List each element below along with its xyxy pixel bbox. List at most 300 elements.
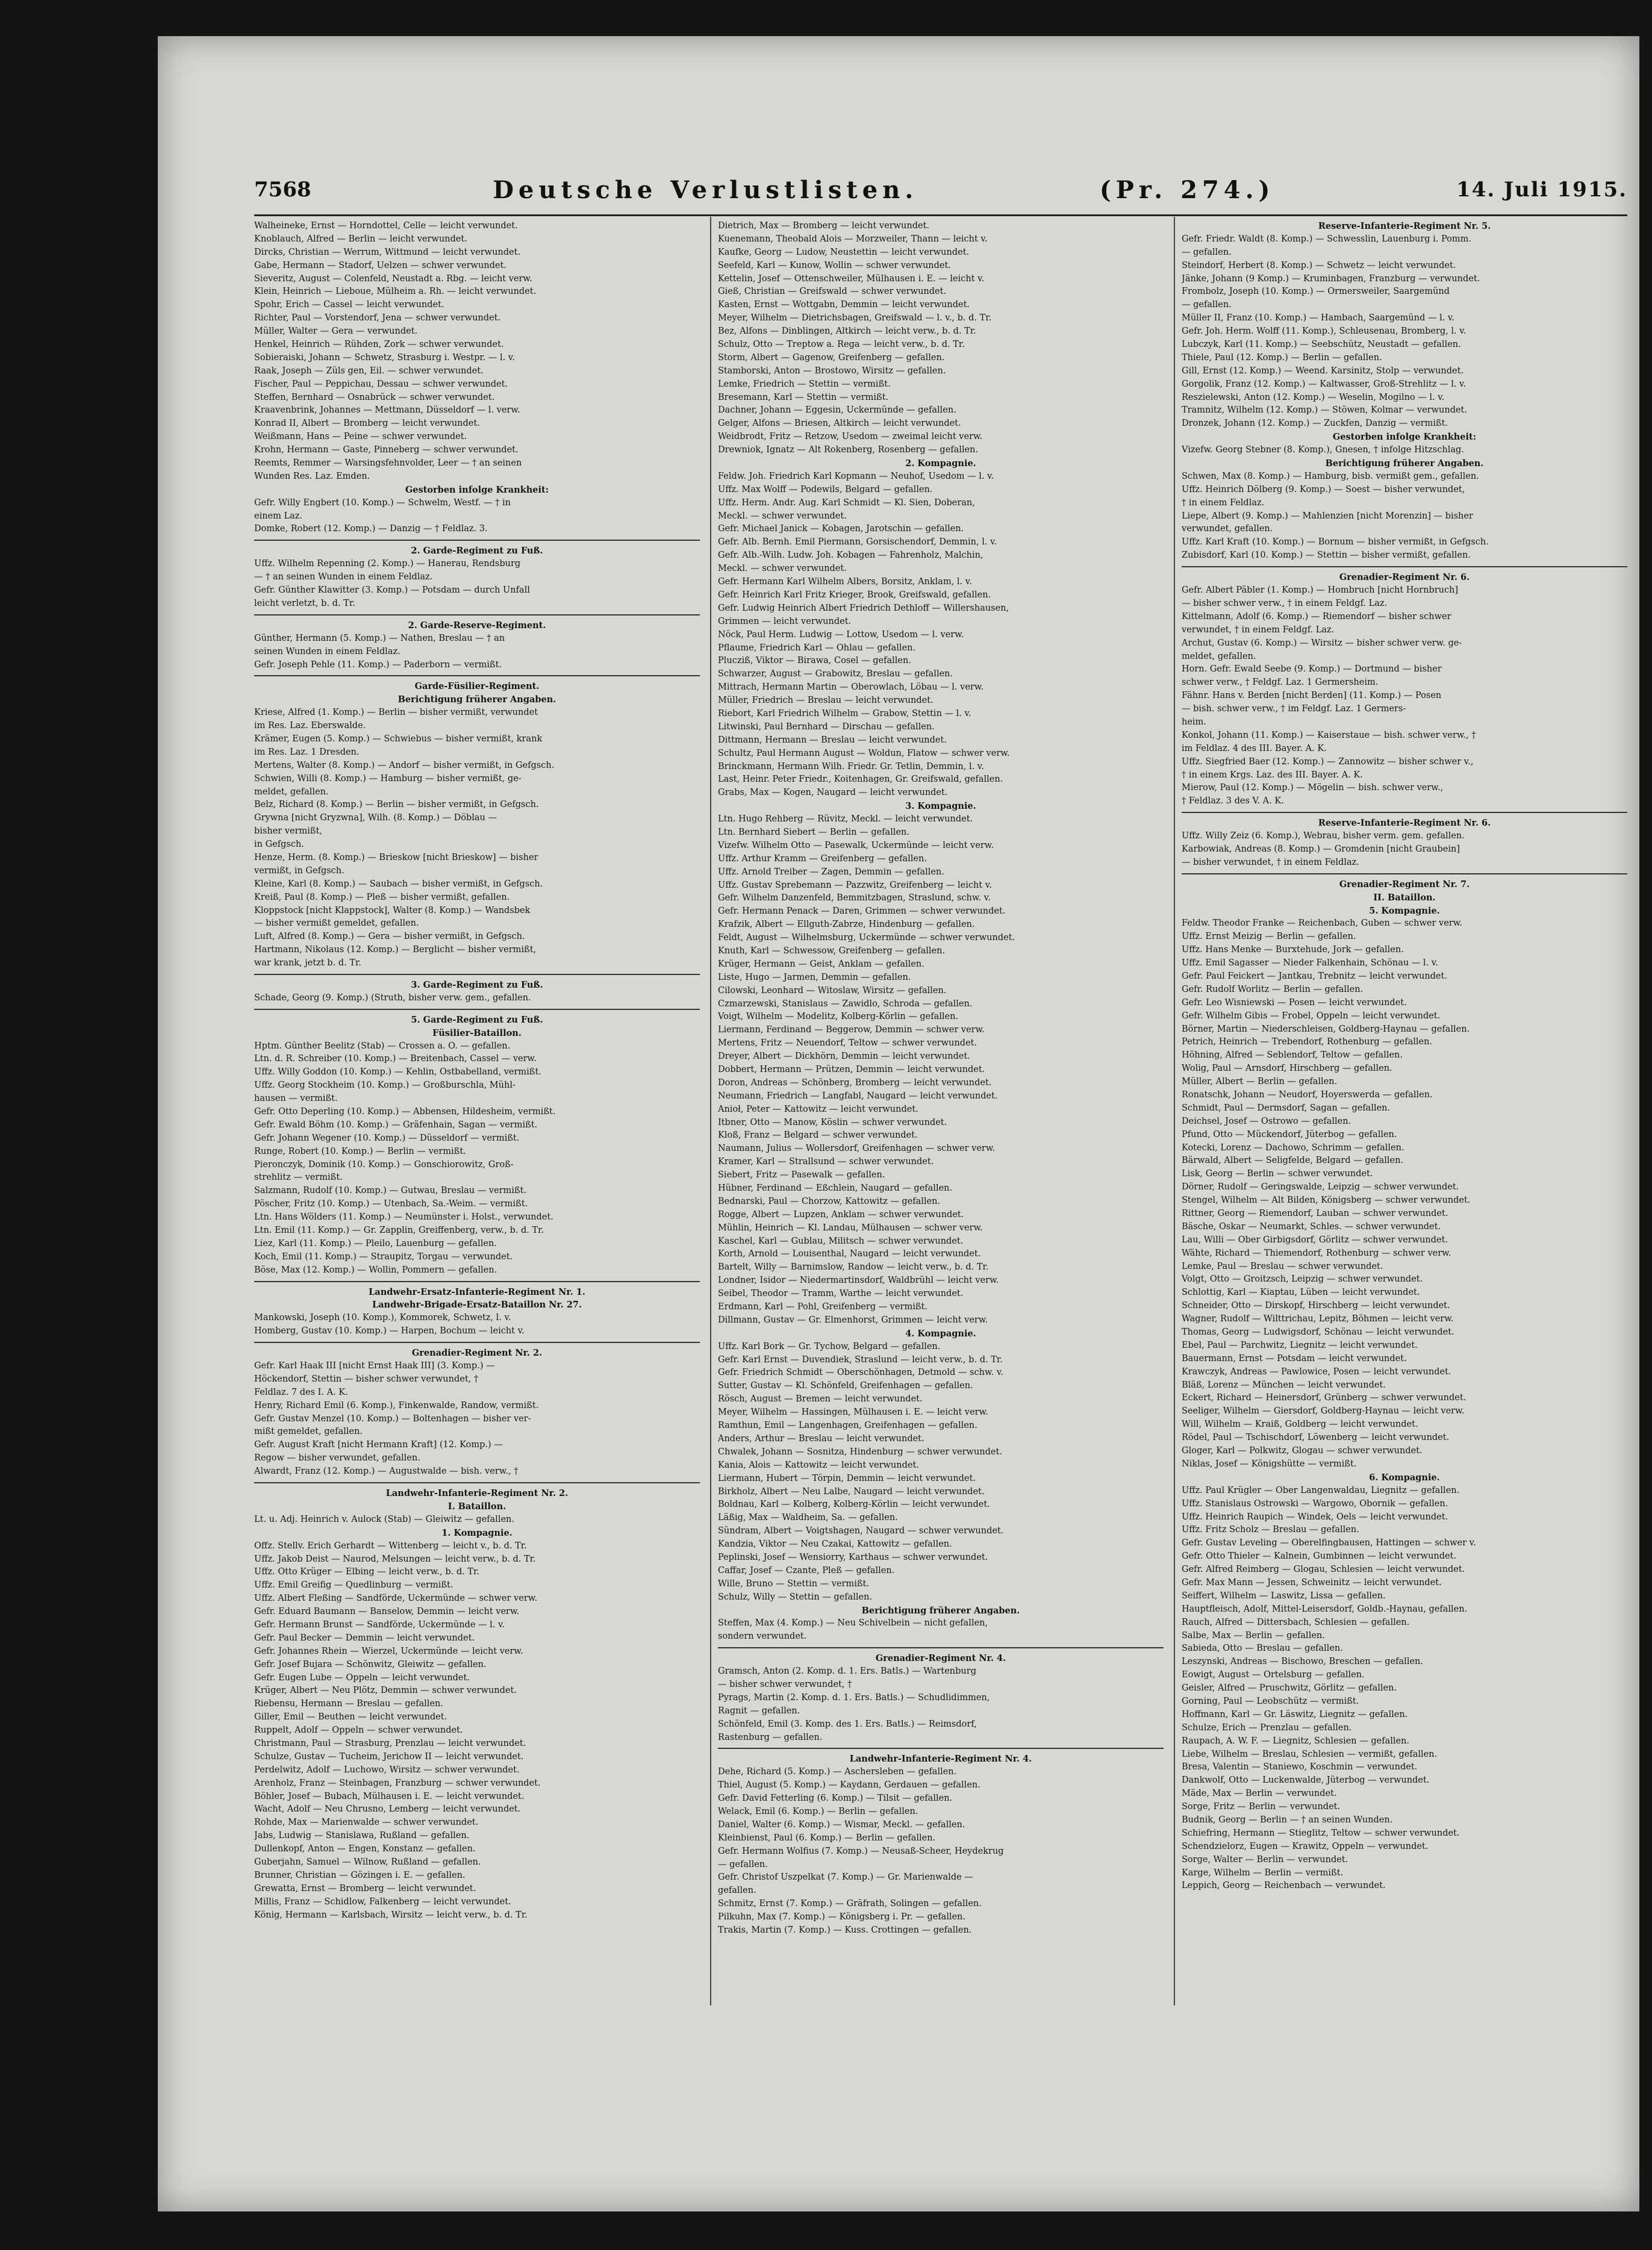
casualty-entry: Doron, Andreas — Schönberg, Bromberg — leicht verwundet. [718,1077,992,1088]
casualty-entry: Riebort, Karl Friedrich Wilhelm — Grabow, Stettin — l. v. [718,708,971,718]
casualty-entry: Mäde, Max — Berlin — verwundet. [1182,1789,1337,1799]
casualty-entry: Reszielewski, Anton (12. Komp.) — Weselin, Mogilno — l. v. [1182,392,1445,402]
casualty-entry: heim. [1182,717,1206,727]
casualty-entry: Schendzielorz, Eugen — Krawitz, Oppeln — verwundet. [1182,1841,1429,1851]
casualty-entry: Gefr. Friedrich Schmidt — Oberschönhagen, Detmold — schw. v. [718,1368,1003,1378]
casualty-entry: — bisher schwer verwundet, † [718,1679,852,1689]
casualty-entry: — gefallen. [718,1859,768,1869]
casualty-entry: Feldlaz. 7 des I. A. K. [254,1387,348,1397]
casualty-entry: Gefr. David Fetterling (6. Komp.) — Tilsit — gefallen. [718,1793,953,1804]
casualty-entry: Londner, Isidor — Niedermartinsdorf, Waldbrühl — leicht verw. [718,1276,999,1286]
casualty-entry: Storm, Albert — Gagenow, Greifenberg — gefallen. [718,352,945,363]
casualty-entry: Rauch, Alfred — Dittersbach, Schlesien — gefallen. [1182,1617,1410,1627]
casualty-entry: Gefr. Alb. Bernh. Emil Piermann, Gorsischendorf, Demmin, l. v. [718,537,997,547]
casualty-entry: Uffz. Max Wolff — Podewils, Belgard — gefallen. [718,484,933,494]
section-separator [1182,566,1627,571]
casualty-entry: im Res. Laz. 1 Dresden. [254,747,360,757]
casualty-entry: Sorge, Fritz — Berlin — verwundet. [1182,1802,1341,1812]
casualty-entry: Erdmann, Karl — Pohl, Greifenberg — vermißt. [718,1302,927,1312]
section-heading: 6. Kompagnie. [1369,1472,1440,1483]
casualty-entry: Guberjahn, Samuel — Wilnow, Rußland — gefallen. [254,1857,481,1867]
text-column-right [1182,220,1627,1893]
casualty-entry: Seibel, Theodor — Tramm, Warthe — leicht verwundet. [718,1289,964,1299]
casualty-entry: Boldnau, Karl — Kolberg, Kolberg-Körlin — leicht verwundet. [718,1500,990,1510]
casualty-entry: Pöscher, Fritz (10. Komp.) — Utenbach, Sa.-Weim. — vermißt. [254,1199,528,1209]
casualty-entry: Ruppelt, Adolf — Oppeln — schwer verwundet. [254,1725,463,1736]
casualty-entry: verwundet, † in einem Feldgf. Laz. [1182,625,1335,635]
casualty-entry: Kraavenbrink, Johannes — Mettmann, Düsseldorf — l. verw. [254,405,520,416]
section-heading: II. Bataillon. [1373,892,1436,903]
casualty-entry: Kleinbienst, Paul (6. Komp.) — Berlin — gefallen. [718,1833,936,1843]
casualty-entry: Riebensu, Hermann — Breslau — gefallen. [254,1699,443,1709]
casualty-entry: Gefr. Otto Thieler — Kalnein, Gumbinnen — leicht verwundet. [1182,1551,1457,1562]
casualty-entry: Uffz. Arthur Kramm — Greifenberg — gefallen. [718,853,927,864]
casualty-entry: Hartmann, Nikolaus (12. Komp.) — Berglicht — bisher vermißt, [254,945,537,955]
section-separator [254,675,700,680]
casualty-entry: Regow — bisher verwundet, gefallen. [254,1453,420,1463]
casualty-entry: Liebe, Wilhelm — Breslau, Schlesien — vermißt, gefallen. [1182,1749,1438,1759]
section-heading: Garde-Füsilier-Regiment. [414,681,540,692]
casualty-entry: Mankowski, Joseph (10. Komp.), Kommorek, Schwetz, l. v. [254,1313,511,1323]
casualty-entry: Eowigt, August — Ortelsburg — gefallen. [1182,1670,1365,1680]
casualty-entry: Kloppstock [nicht Klappstock], Walter (8. Komp.) — Wandsbek [254,905,531,915]
casualty-entry: Bednarski, Paul — Chorzow, Kattowitz — gefallen. [718,1196,941,1206]
casualty-entry: Gefr. Leo Wisniewski — Posen — leicht verwundet. [1182,997,1407,1008]
casualty-entry: Liepe, Albert (9. Komp.) — Mahlenzien [nicht Morenzin] — bisher [1182,511,1473,521]
casualty-entry: meldet, gefallen. [254,787,329,797]
casualty-entry: Neumann, Friedrich — Langfabl, Naugard — leicht verwundet. [718,1091,998,1101]
casualty-entry: Pflaume, Friedrich Karl — Ohlau — gefallen. [718,643,916,653]
casualty-entry: Karbowiak, Andreas (8. Komp.) — Gromdenin [nicht Graubein] [1182,844,1460,854]
casualty-entry: Pyrags, Martin (2. Komp. d. 1. Ers. Batls.) — Schudlidimmen, [718,1692,990,1703]
casualty-entry: Bläß, Lorenz — München — leicht verwundet. [1182,1380,1386,1390]
casualty-entry: Mertens, Fritz — Neuendorf, Teltow — schwer verwundet. [718,1038,977,1049]
casualty-entry: Konkol, Johann (11. Komp.) — Kaiserstaue — bish. schwer verw., † [1182,730,1476,740]
casualty-entry: Birkholz, Albert — Neu Lalbe, Naugard — leicht verwundet. [718,1486,985,1497]
casualty-entry: Naumann, Julius — Wollersdorf, Greifenhagen — schwer verw. [718,1144,996,1154]
casualty-entry: Uffz. Otto Krüger — Elbing — leicht verw., b. d. Tr. [254,1567,479,1577]
casualty-entry: Gefr. Johannes Rhein — Wierzel, Uckermünde — leicht verw. [254,1646,523,1656]
casualty-entry: Müller, Friedrich — Breslau — leicht verwundet. [718,696,934,706]
section-separator [254,1342,700,1347]
casualty-entry: Brinckmann, Hermann Wilh. Friedr. Gr. Tetlin, Demmin, l. v. [718,761,984,771]
casualty-entry: Runge, Robert (10. Komp.) — Berlin — vermißt. [254,1146,466,1156]
casualty-entry: strehlitz — vermißt. [254,1173,343,1183]
casualty-entry: Bauermann, Ernst — Potsdam — leicht verwundet. [1182,1353,1407,1363]
casualty-entry: Lemke, Paul — Breslau — schwer verwundet. [1182,1261,1383,1271]
casualty-entry: Krüger, Albert — Neu Plötz, Demmin — schwer verwundet. [254,1686,517,1696]
casualty-entry: Uffz. Siegfried Baer (12. Komp.) — Zannowitz — bisher schwer v., [1182,756,1474,767]
casualty-entry: Gefr. Michael Janick — Kobagen, Jarotschin — gefallen. [718,524,964,534]
casualty-entry: Gefr. Günther Klawitter (3. Komp.) — Potsdam — durch Unfall [254,585,530,596]
casualty-entry: Alwardt, Franz (12. Komp.) — Augustwalde — bish. verw., † [254,1466,519,1477]
casualty-entry: Leppich, Georg — Reichenbach — verwundet. [1182,1881,1386,1891]
casualty-entry: Kreiß, Paul (8. Komp.) — Pleß — bisher vermißt, gefallen. [254,892,510,902]
casualty-entry: Gefr. Paul Feickert — Jantkau, Trebnitz — leicht verwundet. [1182,971,1447,981]
casualty-entry: Kuenemann, Theobald Alois — Morzweiler, Thann — leicht v. [718,234,988,244]
casualty-entry: war krank, jetzt b. d. Tr. [254,958,361,968]
casualty-entry: Böse, Max (12. Komp.) — Wollin, Pommern — gefallen. [254,1265,497,1275]
section-heading: I. Bataillon. [447,1501,507,1512]
casualty-entry: Giller, Emil — Beuthen — leicht verwundet. [254,1712,447,1722]
casualty-entry: Gelger, Alfons — Briesen, Altkirch — leicht verwundet. [718,419,961,429]
casualty-entry: Kriese, Alfred (1. Komp.) — Berlin — bisher vermißt, verwundet [254,708,538,718]
casualty-entry: Uffz. Emil Greifig — Quedlinburg — vermißt. [254,1580,454,1591]
text-column-left [254,220,700,1922]
casualty-entry: Krawczyk, Andreas — Pawlowice, Posen — leicht verwundet. [1182,1367,1451,1377]
column-divider [1174,217,1175,2005]
casualty-entry: Ltn. Hans Wölders (11. Komp.) — Neumünster i. Holst., verwundet. [254,1212,553,1223]
section-heading: Reserve-Infanterie-Regiment Nr. 6. [1318,818,1491,829]
casualty-entry: Böhler, Josef — Bubach, Mülhausen i. E. — leicht verwundet. [254,1791,525,1801]
casualty-entry: Kaufke, Georg — Ludow, Neustettin — leicht verwundet. [718,247,970,257]
casualty-entry: Stamborski, Anton — Brostowo, Wirsitz — gefallen. [718,366,946,376]
casualty-entry: Hoffmann, Karl — Gr. Läswitz, Liegnitz — gefallen. [1182,1709,1408,1719]
section-heading: Landwehr-Infanterie-Regiment Nr. 2. [385,1488,569,1499]
casualty-entry: Luft, Alfred (8. Komp.) — Gera — bisher vermißt, in Gefgsch. [254,932,525,942]
casualty-entry: Schlottig, Karl — Kiaptau, Lüben — leicht verwundet. [1182,1288,1420,1298]
section-heading: 3. Kompagnie. [905,801,976,812]
casualty-entry: Gefr. Karl Ernst — Duvendiek, Straslund — leicht verw., b. d. Tr. [718,1354,1003,1365]
casualty-entry: Rohde, Max — Marienwalde — schwer verwundet. [254,1818,479,1828]
casualty-entry: Uffz. Karl Kraft (10. Komp.) — Bornum — bisher vermißt, in Gefgsch. [1182,537,1489,547]
casualty-entry: Uffz. Albert Fleßing — Sandförde, Uckermünde — schwer verw. [254,1594,538,1604]
casualty-entry: Ragnit — gefallen. [718,1706,800,1716]
casualty-entry: Krafzik, Albert — Ellguth-Zabrze, Hindenburg — gefallen. [718,920,975,930]
casualty-entry: Gorgolik, Franz (12. Komp.) — Kaltwasser, Groß-Strehlitz — l. v. [1182,379,1467,389]
casualty-entry: Gill, Ernst (12. Komp.) — Weend. Karsinitz, Stolp — verwundet. [1182,366,1464,376]
section-heading: Berichtigung früherer Angaben. [861,1605,1020,1616]
casualty-entry: Schönfeld, Emil (3. Komp. des 1. Ers. Batls.) — Reimsdorf, [718,1719,977,1729]
casualty-entry: hausen — vermißt. [254,1094,338,1104]
casualty-entry: Läßig, Max — Waldheim, Sa. — gefallen. [718,1513,898,1523]
casualty-entry: Volgt, Otto — Groitzsch, Leipzig — schwer verwundet. [1182,1274,1423,1285]
casualty-entry: Caffar, Josef — Czante, Pleß — gefallen. [718,1565,895,1575]
casualty-entry: Anioł, Peter — Kattowitz — leicht verwundet. [718,1104,918,1114]
casualty-entry: Uffz. Stanislaus Ostrowski — Wargowo, Obornik — gefallen. [1182,1498,1448,1509]
casualty-entry: Belz, Richard (8. Komp.) — Berlin — bisher vermißt, in Gefgsch. [254,800,539,810]
casualty-entry: Liez, Karl (11. Komp.) — Pleilo, Lauenburg — gefallen. [254,1238,497,1248]
casualty-entry: Gefr. August Kraft [nicht Hermann Kraft] (12. Komp.) — [254,1440,503,1450]
casualty-entry: bisher vermißt, [254,826,323,837]
casualty-entry: Schwien, Willi (8. Komp.) — Hamburg — bisher vermißt, ge- [254,773,522,784]
casualty-entry: — † an seinen Wunden in einem Feldlaz. [254,572,433,582]
casualty-entry: im Res. Laz. Eberswalde. [254,721,366,731]
casualty-entry: Meyer, Wilhelm — Hassingen, Mülhausen i. E. — leicht verw. [718,1407,988,1418]
casualty-entry: Wacht, Adolf — Neu Chrusno, Lemberg — leicht verwundet. [254,1804,521,1815]
section-heading: 5. Kompagnie. [1369,905,1440,916]
casualty-entry: Plucziß, Viktor — Birawa, Cosel — gefallen. [718,656,911,666]
casualty-entry: Gefr. Eugen Lube — Oppeln — leicht verwundet. [254,1672,470,1683]
casualty-entry: Henze, Herm. (8. Komp.) — Brieskow [nicht Brieskow] — bisher [254,852,538,862]
section-separator [718,1748,1164,1753]
casualty-entry: Kleine, Karl (8. Komp.) — Saubach — bisher vermißt, in Gefgsch. [254,879,543,889]
casualty-entry: Last, Heinr. Peter Friedr., Koitenhagen, Gr. Greifswald, gefallen. [718,774,1003,785]
casualty-entry: — bisher schwer verw., † in einem Feldgf. Laz. [1182,598,1388,608]
section-heading: Gestorben infolge Krankheit: [1332,432,1477,443]
casualty-entry: Peplinski, Josef — Wensiorry, Karthaus — schwer verwundet. [718,1552,988,1562]
section-separator [254,1281,700,1286]
casualty-entry: Kramer, Karl — Strallsund — schwer verwundet. [718,1157,934,1167]
casualty-entry: Raak, Joseph — Züls gen, Eil. — schwer verwundet. [254,366,484,376]
text-column-middle [718,220,1164,1937]
casualty-entry: Gefr. Ewald Böhm (10. Komp.) — Gräfenhain, Sagan — vermißt. [254,1120,538,1130]
casualty-entry: Arenholz, Franz — Steinbagen, Franzburg — schwer verwundet. [254,1778,541,1788]
section-heading: 2. Garde-Regiment zu Fuß. [411,546,543,556]
casualty-entry: Gefr. Alb.-Wilh. Ludw. Joh. Kobagen — Fahrenholz, Malchin, [718,550,983,561]
casualty-entry: Offz. Stellv. Erich Gerhardt — Wittenberg — leicht v., b. d. Tr. [254,1541,527,1551]
casualty-entry: Gefr. Johann Wegener (10. Komp.) — Düsseldorf — vermißt. [254,1133,520,1143]
section-heading: Grenadier-Regiment Nr. 2. [411,1348,543,1359]
section-separator [254,614,700,619]
casualty-entry: Jabs, Ludwig — Stanislawa, Rußland — gefallen. [254,1831,470,1841]
casualty-entry: Grewatta, Ernst — Bromberg — leicht verwundet. [254,1883,476,1893]
casualty-entry: Weidbrodt, Fritz — Retzow, Usedom — zweimal leicht verw. [718,432,983,442]
casualty-entry: Müller, Walter — Gera — verwundet. [254,326,418,337]
casualty-entry: Schultz, Paul Hermann August — Woldun, Flatow — schwer verw. [718,748,1010,758]
section-separator [254,540,700,544]
casualty-entry: Hübner, Ferdinand — Eßchlein, Naugard — gefallen. [718,1183,953,1194]
casualty-entry: Uffz. Hans Menke — Burxtehude, Jork — gefallen. [1182,945,1404,955]
casualty-entry: Schulz, Otto — Treptow a. Rega — leicht verw., b. d. Tr. [718,340,965,350]
casualty-entry: Itbner, Otto — Manow, Köslin — schwer verwundet. [718,1117,947,1127]
casualty-entry: Schulze, Erich — Prenzlau — gefallen. [1182,1722,1352,1733]
casualty-entry: Cilowski, Leonhard — Witoslaw, Wirsitz — gefallen. [718,985,947,996]
casualty-entry: Steffen, Max (4. Komp.) — Neu Schivelbein — nicht gefallen, [718,1618,988,1628]
casualty-entry: Weißmann, Hans — Peine — schwer verwundet. [254,432,467,442]
casualty-entry: Gefr. Karl Haak III [nicht Ernst Haak III] (3. Komp.) — [254,1361,495,1371]
casualty-entry: Wunden Res. Laz. Emden. [254,471,370,481]
casualty-entry: Fischer, Paul — Peppichau, Dessau — schwer verwundet. [254,379,508,389]
casualty-entry: Nöck, Paul Herm. Ludwig — Lottow, Usedom — l. verw. [718,629,964,640]
casualty-entry: Will, Wilhelm — Kraiß, Goldberg — leicht verwundet. [1182,1419,1418,1430]
section-heading: Reserve-Infanterie-Regiment Nr. 5. [1318,221,1491,231]
casualty-entry: seinen Wunden in einem Feldlaz. [254,646,401,656]
casualty-entry: Dobbert, Hermann — Prützen, Demmin — leicht verwundet. [718,1065,985,1074]
section-heading: Berichtigung früherer Angaben. [1325,458,1484,469]
casualty-entry: Salzmann, Rudolf (10. Komp.) — Gutwau, Breslau — vermißt. [254,1186,527,1196]
casualty-entry: Meyer, Wilhelm — Dietrichsbagen, Greifswald — l. v., b. d. Tr. [718,313,992,323]
casualty-entry: Gieß, Christian — Greifswald — schwer verwundet. [718,287,947,297]
casualty-entry: Müller II, Franz (10. Komp.) — Hambach, Saargemünd — l. v. [1182,313,1455,323]
casualty-entry: Meckl. — schwer verwundet. [718,511,847,521]
casualty-entry: Gabe, Hermann — Stadorf, Uelzen — schwer verwundet. [254,260,507,270]
casualty-entry: Leszynski, Andreas — Bischowo, Breschen — gefallen. [1182,1657,1423,1667]
casualty-entry: Gefr. Wilhelm Danzenfeld, Bemmitzbagen, Straslund, schw. v. [718,893,991,903]
casualty-entry: Pilkuhn, Max (7. Komp.) — Königsberg i. Pr. — gefallen. [718,1912,966,1922]
casualty-entry: Grabs, Max — Kogen, Naugard — leicht verwundet. [718,788,948,798]
casualty-entry: Krüger, Hermann — Geist, Anklam — gefallen. [718,959,924,969]
casualty-entry: Hauptfleisch, Adolf, Mittel-Leisersdorf, Goldb.-Haynau, gefallen. [1182,1604,1468,1614]
casualty-entry: Müller, Albert — Berlin — gefallen. [1182,1077,1338,1087]
casualty-entry: Thiele, Paul (12. Komp.) — Berlin — gefallen. [1182,352,1382,363]
casualty-entry: Mierow, Paul (12. Komp.) — Mögelin — bish. schwer verw., [1182,783,1444,793]
casualty-entry: Gefr. Heinrich Karl Fritz Krieger, Brook, Greifswald, gefallen. [718,590,991,600]
casualty-entry: Kloß, Franz — Belgard — schwer verwundet. [718,1130,918,1141]
casualty-entry: Höckendorf, Stettin — bisher schwer verwundet, † [254,1374,479,1384]
casualty-entry: Dankwolf, Otto — Luckenwalde, Jüterbog — verwundet. [1182,1775,1430,1786]
casualty-entry: Meckl. — schwer verwundet. [718,564,847,574]
casualty-entry: Bärwald, Albert — Seligfelde, Belgard — gefallen. [1182,1156,1404,1166]
casualty-entry: † in einem Krgs. Laz. des III. Bayer. A. K. [1182,770,1363,780]
casualty-entry: Deichsel, Josef — Ostrowo — gefallen. [1182,1116,1351,1126]
casualty-entry: Rösch, August — Bremen — leicht verwundet. [718,1394,923,1404]
casualty-entry: Grywna [nicht Gryzwna], Wilh. (8. Komp.) — Döblau — [254,813,497,823]
casualty-entry: Gefr. Rudolf Worlitz — Berlin — gefallen. [1182,984,1364,994]
casualty-entry: Rittner, Georg — Riemendorf, Lauban — schwer verwundet. [1182,1209,1448,1219]
casualty-entry: Uffz. Emil Sagasser — Nieder Falkenhain, Schönau — l. v. [1182,958,1438,968]
casualty-entry: Eckert, Richard — Heinersdorf, Grünberg — schwer verwundet. [1182,1393,1467,1403]
casualty-entry: Rastenburg — gefallen. [718,1732,823,1742]
casualty-entry: — bisher vermißt gemeldet, gefallen. [254,918,419,929]
casualty-entry: Knuth, Karl — Schwessow, Greifenberg — gefallen. [718,946,946,956]
casualty-entry: Ebel, Paul — Parchwitz, Liegnitz — leicht verwundet. [1182,1340,1418,1350]
casualty-entry: Koch, Emil (11. Komp.) — Straupitz, Torgau — verwundet. [254,1251,513,1262]
casualty-entry: Feldt, August — Wilhelmsburg, Uckermünde — schwer verwundet. [718,933,1015,943]
page-number: 7568 [254,178,311,202]
casualty-entry: Christmann, Paul — Strasburg, Prenzlau — leicht verwundet. [254,1738,526,1748]
casualty-entry: Schiefring, Hermann — Stieglitz, Teltow — schwer verwundet. [1182,1828,1460,1838]
casualty-entry: Schulze, Gustav — Tucheim, Jerichow II — leicht verwundet. [254,1751,524,1762]
casualty-entry: Uffz. Fritz Scholz — Breslau — gefallen. [1182,1525,1359,1535]
casualty-entry: Mertens, Walter (8. Komp.) — Andorf — bisher vermißt, in Gefgsch. [254,760,555,770]
casualty-entry: Welack, Emil (6. Komp.) — Berlin — gefallen. [718,1806,918,1816]
casualty-entry: Wähte, Richard — Thiemendorf, Rothenburg — schwer verw. [1182,1248,1451,1258]
casualty-entry: Gefr. Otto Deperling (10. Komp.) — Abbensen, Hildesheim, vermißt. [254,1107,556,1117]
casualty-entry: Dillmann, Gustav — Gr. Elmenhorst, Grimmen — leicht verw. [718,1315,988,1325]
casualty-entry: Gloger, Karl — Polkwitz, Glogau — schwer verwundet. [1182,1446,1423,1456]
casualty-entry: Gefr. Ludwig Heinrich Albert Friedrich Dethloff — Willershausen, [718,603,1009,613]
casualty-entry: Dircks, Christian — Werrum, Wittmund — leicht verwundet. [254,247,521,257]
casualty-entry: Uffz. Georg Stockheim (10. Komp.) — Großburschla, Mühl- [254,1080,516,1091]
casualty-entry: Kandzia, Viktor — Neu Czakai, Kattowitz — gefallen. [718,1539,952,1550]
casualty-entry: Uffz. Heinrich Dölberg (9. Komp.) — Soest — bisher verwundet, [1182,484,1465,494]
casualty-entry: Richter, Paul — Vorstendorf, Jena — schwer verwundet. [254,313,501,323]
casualty-entry: Dreyer, Albert — Dickhörn, Demmin — leicht verwundet. [718,1052,970,1062]
section-separator [254,1482,700,1487]
casualty-entry: Seeliger, Wilhelm — Giersdorf, Goldberg-Haynau — leicht verw. [1182,1406,1465,1416]
casualty-entry: Petrich, Heinrich — Trebendorf, Rothenburg — gefallen. [1182,1037,1433,1047]
casualty-entry: Bez, Alfons — Dinblingen, Altkirch — leicht verw., b. d. Tr. [718,326,976,337]
casualty-entry: Gefr. Gustav Menzel (10. Komp.) — Boltenhagen — bisher ver- [254,1413,531,1424]
casualty-entry: Dachner, Johann — Eggesin, Uckermünde — gefallen. [718,405,956,416]
casualty-entry: Gramsch, Anton (2. Komp. d. 1. Ers. Batls.) — Wartenburg [718,1666,976,1677]
casualty-entry: Knoblauch, Alfred — Berlin — leicht verwundet. [254,234,467,244]
casualty-entry: Gefr. Hermann Wolfius (7. Komp.) — Neusaß-Scheer, Heydekrug [718,1846,1004,1856]
casualty-entry: Kania, Alois — Kattowitz — leicht verwundet. [718,1460,919,1470]
newspaper-page [158,36,1639,2211]
casualty-entry: Liste, Hugo — Jarmen, Demmin — gefallen. [718,972,911,982]
casualty-entry: Schmidt, Paul — Dermsdorf, Sagan — gefallen. [1182,1103,1391,1113]
casualty-entry: Klein, Heinrich — Lieboue, Mülheim a. Rh. — leicht verwundet. [254,287,537,297]
casualty-entry: Günther, Hermann (5. Komp.) — Nathen, Breslau — † an [254,633,505,643]
casualty-entry: Frombolz, Joseph (10. Komp.) — Ormersweiler, Saargemünd [1182,287,1450,297]
casualty-entry: Uffz. Wilhelm Repenning (2. Komp.) — Hanerau, Rendsburg [254,559,521,569]
casualty-entry: Reemts, Remmer — Warsingsfehnvolder, Leer — † an seinen [254,458,522,469]
casualty-entry: Lubczyk, Karl (11. Komp.) — Seebschütz, Neustadt — gefallen. [1182,340,1461,350]
section-heading: 4. Kompagnie. [905,1328,976,1339]
casualty-entry: Uffz. Herm. Andr. Aug. Karl Schmidt — Kl. Sien, Doberan, [718,497,975,508]
casualty-entry: Homberg, Gustav (10. Komp.) — Harpen, Bochum — leicht v. [254,1326,525,1336]
casualty-entry: Dietrich, Max — Bromberg — leicht verwundet. [718,221,930,231]
casualty-entry: Uffz. Ernst Meizig — Berlin — gefallen. [1182,932,1356,942]
casualty-entry: † Feldlaz. 3 des V. A. K. [1182,796,1284,806]
casualty-entry: Uffz. Willy Zeiz (6. Komp.), Webrau, bisher verm. gem. gefallen. [1182,831,1465,841]
casualty-entry: Feldw. Joh. Friedrich Karl Kopmann — Neuhof, Usedom — l. v. [718,471,994,481]
casualty-entry: Stengel, Wilhelm — Alt Bilden, Königsberg — schwer verwundet. [1182,1195,1471,1206]
casualty-entry: — gefallen. [1182,300,1232,310]
casualty-entry: Niklas, Josef — Königshütte — vermißt. [1182,1459,1357,1469]
casualty-entry: Uffz. Karl Bork — Gr. Tychow, Belgard — gefallen. [718,1341,941,1351]
section-separator [254,1009,700,1014]
casualty-entry: im Feldlaz. 4 des III. Bayer. A. K. [1182,743,1327,753]
casualty-entry: Dehe, Richard (5. Komp.) — Aschersleben — gefallen. [718,1767,957,1777]
casualty-entry: Geisler, Alfred — Pruschwitz, Görlitz — gefallen. [1182,1683,1397,1694]
casualty-entry: Liermann, Ferdinand — Beggerow, Demmin — schwer verw. [718,1025,985,1035]
casualty-entry: Ramthun, Emil — Langenhagen, Greifenhagen — gefallen. [718,1421,977,1431]
casualty-entry: Karge, Wilhelm — Berlin — vermißt. [1182,1868,1344,1878]
casualty-entry: Uffz. Heinrich Raupich — Windek, Oels — leicht verwundet. [1182,1512,1448,1522]
casualty-entry: Millis, Franz — Schidlow, Falkenberg — leicht verwundet. [254,1896,511,1907]
casualty-entry: Gefr. Josef Bujara — Schönwitz, Gleiwitz — gefallen. [254,1659,487,1669]
casualty-entry: Liermann, Hubert — Törpin, Demmin — leicht verwundet. [718,1473,976,1483]
casualty-entry: Archut, Gustav (6. Komp.) — Wirsitz — bisher schwer verw. ge- [1182,638,1462,648]
publication-title: Deutsche Verlustlisten. [493,175,918,204]
casualty-entry: Fähnr. Hans v. Berden [nicht Berden] (11. Komp.) — Posen [1182,691,1442,701]
casualty-entry: Sobieraiski, Johann — Schwetz, Strasburg i. Westpr. — l. v. [254,352,515,363]
casualty-entry: Konrad II, Albert — Bromberg — leicht verwundet. [254,419,480,429]
section-heading: 2. Garde-Reserve-Regiment. [408,620,546,631]
casualty-entry: Krohn, Hermann — Gaste, Pinneberg — schwer verwundet. [254,445,519,455]
casualty-entry: meldet, gefallen. [1182,651,1256,661]
casualty-entry: Ltn. Hugo Rehberg — Rüvitz, Meckl. — leicht verwundet. [718,814,973,824]
casualty-entry: Wagner, Rudolf — Wilttrichau, Lepitz, Böhmen — leicht verw. [1182,1314,1454,1324]
casualty-entry: Vizefw. Wilhelm Otto — Pasewalk, Uckermünde — leicht verw. [718,840,994,850]
casualty-entry: Sorge, Walter — Berlin — verwundet. [1182,1854,1348,1865]
casualty-entry: Ronatschk, Johann — Neudorf, Hoyerswerda — gefallen. [1182,1090,1433,1100]
casualty-entry: Czmarzewski, Stanislaus — Zawidlo, Schroda — gefallen. [718,999,973,1009]
section-heading: Grenadier-Regiment Nr. 4. [875,1653,1006,1664]
casualty-entry: Henry, Richard Emil (6. Komp.), Finkenwalde, Randow, vermißt. [254,1400,539,1410]
casualty-entry: in Gefgsch. [254,840,304,850]
casualty-entry: Uffz. Arnold Treiber — Zagen, Demmin — gefallen. [718,867,944,877]
section-heading: 5. Garde-Regiment zu Fuß. [411,1014,543,1025]
casualty-entry: Dittmann, Hermann — Breslau — leicht verwundet. [718,735,947,745]
casualty-entry: Sutter, Gustav — Kl. Schönfeld, Greifenhagen — gefallen. [718,1381,973,1391]
section-heading: Landwehr-Brigade-Ersatz-Bataillon Nr. 27. [372,1300,582,1310]
casualty-entry: Schwarzer, August — Grabowitz, Breslau — gefallen. [718,669,953,679]
casualty-entry: Ltn. Bernhard Siebert — Berlin — gefallen. [718,827,909,837]
casualty-entry: Gefr. Gustav Leveling — Oberelfingbausen, Hattingen — schwer v. [1182,1538,1476,1548]
casualty-entry: Gefr. Hermann Penack — Daren, Grimmen — schwer verwundet. [718,906,1006,917]
casualty-entry: Rogge, Albert — Lupzen, Anklam — schwer verwundet. [718,1209,964,1220]
casualty-entry: Salbe, Max — Berlin — gefallen. [1182,1630,1325,1641]
casualty-entry: Seiffert, Wilhelm — Laswitz, Lissa — gefallen. [1182,1591,1386,1601]
issue-number: (Pr. 274.) [1099,175,1275,204]
casualty-entry: Sabieda, Otto — Breslau — gefallen. [1182,1644,1343,1654]
casualty-entry: Chwalek, Johann — Sosnitza, Hindenburg — schwer verwundet. [718,1447,1002,1457]
casualty-entry: Kittelmann, Adolf (6. Komp.) — Riemendorf — bisher schwer [1182,611,1451,622]
casualty-entry: — gefallen. [1182,247,1232,257]
casualty-entry: Lt. u. Adj. Heinrich v. Aulock (Stab) — Gleiwitz — gefallen. [254,1514,514,1524]
casualty-entry: Grimmen — leicht verwundet. [718,616,852,626]
casualty-entry: Gorning, Paul — Leobschütz — vermißt. [1182,1696,1359,1706]
casualty-entry: Bresa, Valentin — Staniewo, Koschmin — verwundet. [1182,1762,1418,1772]
casualty-entry: Kaschel, Karl — Gublau, Militsch — schwer verwundet. [718,1236,964,1246]
casualty-entry: leicht verletzt, b. d. Tr. [254,598,355,608]
casualty-entry: Anders, Arthur — Breslau — leicht verwundet. [718,1433,924,1444]
casualty-entry: Gefr. Albert Päbler (1. Komp.) — Hombruch [nicht Hornbruch] [1182,585,1459,596]
